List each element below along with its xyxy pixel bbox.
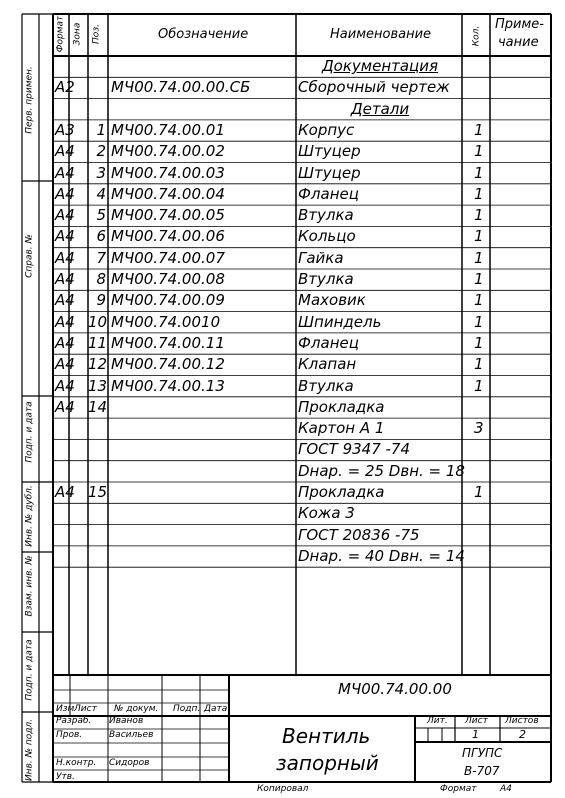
row-name: Втулка [298, 376, 354, 395]
tb-org-2: В-707 [464, 764, 500, 778]
row-pos: 6 [96, 227, 106, 246]
row-name: Dнар. = 25 Dвн. = 18 [298, 461, 465, 480]
tb-lit-label: Лит. [427, 716, 448, 726]
row-format: А4 [55, 483, 75, 501]
tb-listov-label: Листов [505, 716, 539, 726]
row-pos: 15 [88, 483, 108, 501]
row-designation: МЧ00.74.00.06 [111, 227, 225, 246]
row-format: А4 [55, 227, 75, 246]
row-pos: 3 [96, 163, 106, 182]
row-designation: МЧ00.74.00.09 [111, 291, 225, 310]
row-name: Штуцер [298, 142, 361, 161]
row-name: ГОСТ 9347 -74 [298, 440, 411, 459]
row-name: Втулка [298, 206, 354, 225]
footer-format-label: Формат [440, 784, 477, 794]
row-designation: МЧ00.74.00.11 [111, 333, 225, 352]
doc-code: МЧ00.74.00.00 [338, 680, 452, 698]
row-name: Втулка [298, 270, 354, 288]
row-format: А4 [55, 355, 75, 374]
tb-prov-label: Пров. [56, 730, 83, 740]
section-title: Документация [321, 57, 439, 75]
row-name: Кожа 3 [298, 504, 355, 523]
tb-razrab-label: Разраб. [56, 716, 92, 726]
drawing-title-2: запорный [276, 751, 379, 775]
side-label-perv-primen: Перв. примен. [24, 66, 35, 134]
footer-format-value: А4 [500, 784, 512, 794]
side-label-podp-data-1: Подп. и дата [24, 401, 35, 463]
tb-org-1: ПГУПС [462, 746, 503, 760]
side-label-podp-data-2: Подп. и дата [24, 639, 35, 701]
row-qty: 1 [474, 184, 484, 203]
row-designation: МЧ00.74.00.12 [111, 355, 225, 374]
tb-col-data: Дата [204, 704, 228, 714]
row-qty: 1 [474, 483, 484, 501]
row-pos: 1 [96, 120, 106, 139]
row-format: А4 [55, 206, 75, 225]
row-name: Фланец [298, 184, 359, 203]
row-qty: 1 [474, 163, 484, 182]
row-pos: 4 [96, 184, 106, 203]
row-format: А4 [55, 312, 75, 331]
tb-listov-value: 2 [519, 728, 526, 741]
row-name: Маховик [298, 291, 366, 310]
row-pos: 5 [96, 206, 106, 225]
header-format: Формат [55, 15, 66, 53]
row-pos: 7 [96, 248, 106, 267]
row-pos: 13 [88, 376, 108, 395]
row-designation: МЧ00.74.00.13 [111, 376, 225, 395]
row-name: Прокладка [298, 397, 385, 416]
row-pos: 9 [96, 291, 106, 310]
tb-col-izm: Изм [56, 704, 75, 714]
row-qty: 1 [474, 270, 484, 288]
row-format: А4 [55, 333, 75, 352]
row-pos: 2 [96, 142, 106, 161]
tb-nkontr-name: Сидоров [109, 758, 150, 768]
row-name: Картон А 1 [298, 419, 385, 438]
row-designation: МЧ00.74.00.08 [111, 270, 225, 288]
drawing-title-1: Вентиль [282, 724, 371, 748]
row-name: Клапан [298, 355, 357, 374]
row-qty: 1 [474, 312, 484, 331]
row-name: Штуцер [298, 163, 361, 182]
header-qty: Кол. [471, 25, 482, 47]
row-designation: МЧ00.74.00.04 [111, 184, 225, 203]
tb-utv-label: Утв. [56, 772, 75, 782]
tb-prov-name: Васильев [109, 730, 154, 740]
row-designation: МЧ00.74.00.05 [111, 206, 225, 225]
row-name: Сборочный чертеж [298, 78, 450, 97]
tb-list-value: 1 [472, 728, 479, 741]
tb-nkontr-label: Н.контр. [56, 758, 97, 768]
header-designation: Обозначение [158, 27, 249, 42]
row-format: А3 [55, 120, 75, 139]
row-pos: 10 [88, 312, 108, 331]
row-format: А4 [55, 184, 75, 203]
row-name: Dнар. = 40 Dвн. = 14 [298, 546, 465, 565]
row-qty: 1 [474, 248, 484, 267]
row-pos: 11 [88, 333, 108, 352]
header-pos: Поз. [91, 24, 102, 44]
side-label-sprav: Справ. № [24, 234, 35, 278]
side-label-inv-dubl: Инв. № дубл. [24, 485, 35, 547]
header-note-1: Приме- [495, 17, 544, 32]
row-format: А4 [55, 163, 75, 182]
header-zone: Зона [72, 22, 83, 46]
row-qty: 1 [474, 333, 484, 352]
row-qty: 1 [474, 206, 484, 225]
row-name: Прокладка [298, 483, 385, 501]
row-qty: 1 [474, 376, 484, 395]
side-label-vzam-inv: Взам. инв. № [24, 555, 35, 617]
row-name: ГОСТ 20836 -75 [298, 525, 420, 544]
row-format: А4 [55, 248, 75, 267]
row-format: А4 [55, 376, 75, 395]
row-designation: МЧ00.74.0010 [111, 312, 221, 331]
row-qty: 1 [474, 355, 484, 374]
row-designation: МЧ00.74.00.03 [111, 163, 225, 182]
row-name: Фланец [298, 333, 359, 352]
row-format: А4 [55, 397, 75, 416]
row-pos: 12 [88, 355, 108, 374]
row-qty: 1 [474, 120, 484, 139]
row-qty: 3 [474, 419, 484, 438]
row-qty: 1 [474, 142, 484, 161]
row-format: А4 [55, 142, 75, 161]
row-designation: МЧ00.74.00.02 [111, 142, 225, 161]
tb-col-podp: Подп. [173, 704, 201, 714]
footer-copied: Копировал [257, 784, 309, 794]
row-designation: МЧ00.74.00.00.СБ [111, 78, 251, 97]
row-designation: МЧ00.74.00.01 [111, 120, 225, 139]
row-name: Корпус [298, 120, 355, 139]
header-name: Наименование [330, 27, 432, 42]
row-name: Гайка [298, 248, 344, 267]
row-qty: 1 [474, 227, 484, 246]
row-name: Шпиндель [298, 312, 382, 331]
side-label-inv-podl: Инв. № подл. [24, 718, 35, 782]
row-pos: 14 [88, 397, 108, 416]
row-pos: 8 [96, 270, 106, 288]
section-title: Детали [350, 99, 410, 118]
tb-list-label: Лист [465, 716, 488, 726]
tb-razrab-name: Иванов [109, 716, 144, 726]
row-name: Кольцо [298, 227, 356, 246]
row-format: А4 [55, 291, 75, 310]
row-format: А4 [55, 270, 75, 288]
row-qty: 1 [474, 291, 484, 310]
header-note-2: чание [498, 35, 539, 50]
row-designation: МЧ00.74.00.07 [111, 248, 225, 267]
row-format: А2 [55, 78, 75, 97]
tb-col-list: Лист [74, 704, 97, 714]
tb-col-doc: № докум. [114, 704, 159, 714]
